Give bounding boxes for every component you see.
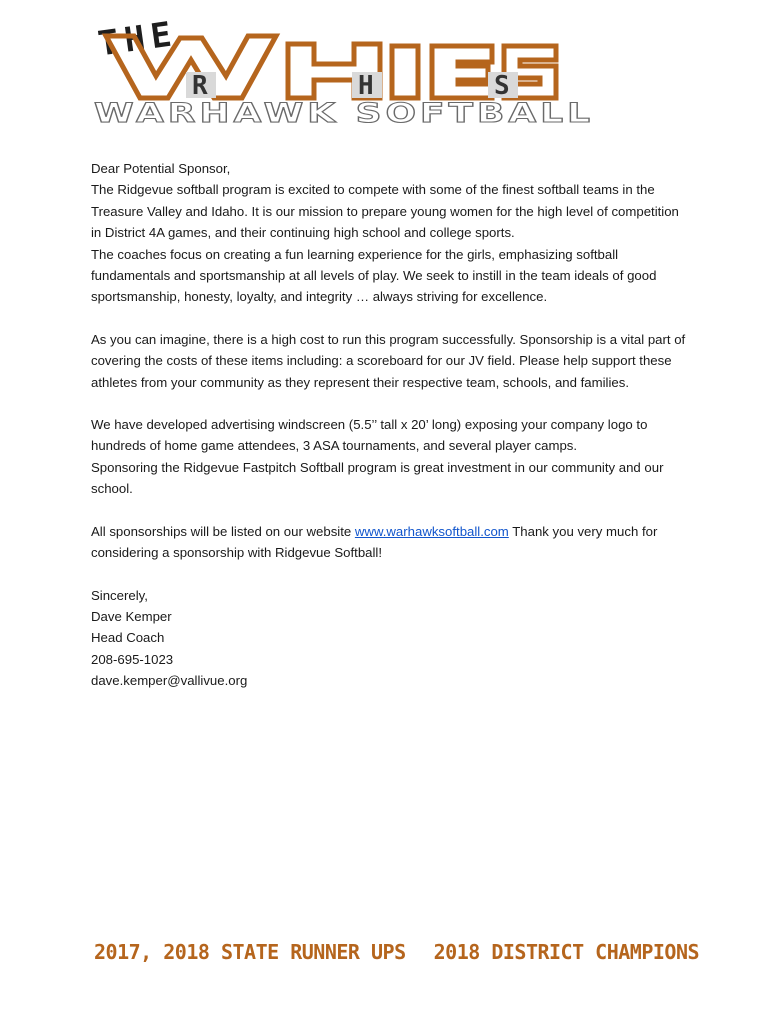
logo-letter-h: H [358, 71, 374, 101]
letter-paragraph-investment: Sponsoring the Ridgevue Fastpitch Softball program is great investment in our community and our school. [91, 459, 664, 497]
footer-runner-ups: 2017, 2018 STATE RUNNER UPS [94, 940, 406, 964]
paragraph-spacer [91, 500, 691, 521]
logo-graphic [92, 8, 598, 126]
paragraph-spacer [91, 393, 691, 414]
logo-tagline: WARHAWK SOFTBALL [94, 98, 594, 126]
paragraph-spacer [91, 564, 691, 585]
letter-paragraph-costs: As you can imagine, there is a high cost to run this program successfully. Sponsorship is a vital part of covering the costs of these items including: a scoreboard for our JV field. Please help support these athletes from your community as they represent their respective team, schools, and families. [91, 331, 686, 390]
logo-letter-r: R [192, 71, 208, 101]
header-logo [92, 8, 598, 126]
signer-email: dave.kemper@vallivue.org [91, 673, 248, 689]
letter-paragraph-coaches: The coaches focus on creating a fun learning experience for the girls, emphasizing softball fundamentals and sportsmanship at all levels of play. We seek to instill in the team ideals of good sportsmanship, honesty, loyalty, and integrity … always striving for excellence. [91, 246, 657, 305]
footer-banner [94, 940, 699, 964]
letter-paragraph-windscreen: We have developed advertising windscreen (5.5’’ tall x 20’ long) exposing your company logo to hundreds of home game attendees, 3 ASA tournaments, and several player camps. [91, 417, 648, 454]
logo-letter-s: S [494, 71, 510, 101]
letter-closing: Sincerely, [91, 587, 148, 603]
signer-title: Head Coach [91, 630, 165, 646]
paragraph-spacer [91, 308, 691, 329]
footer-district-champions: 2018 DISTRICT CHAMPIONS [433, 940, 700, 964]
website-thanks-text: Thank you very much for considering a sponsorship with Ridgevue Softball! [91, 523, 658, 561]
letter-salutation: Dear Potential Sponsor, [91, 161, 231, 176]
signer-phone: 208-695-1023 [91, 651, 174, 667]
website-link[interactable]: www.warhawksoftball.com [354, 523, 509, 539]
logo-i-outline [392, 46, 418, 98]
letter-body [91, 158, 691, 692]
website-intro-text: All sponsorships will be listed on our website [91, 523, 355, 539]
letter-paragraph-mission: The Ridgevue softball program is excited to compete with some of the finest softball teams in the Treasure Valley and Idaho. It is our mission to prepare young women for the high level of competition in District 4A games, and their continuing high school and college sports. [91, 182, 679, 241]
logo-word-the: THE [95, 13, 180, 65]
letter-paragraph-website [91, 521, 691, 564]
signer-name: Dave Kemper [91, 608, 172, 624]
logo-e-outline [432, 46, 492, 98]
